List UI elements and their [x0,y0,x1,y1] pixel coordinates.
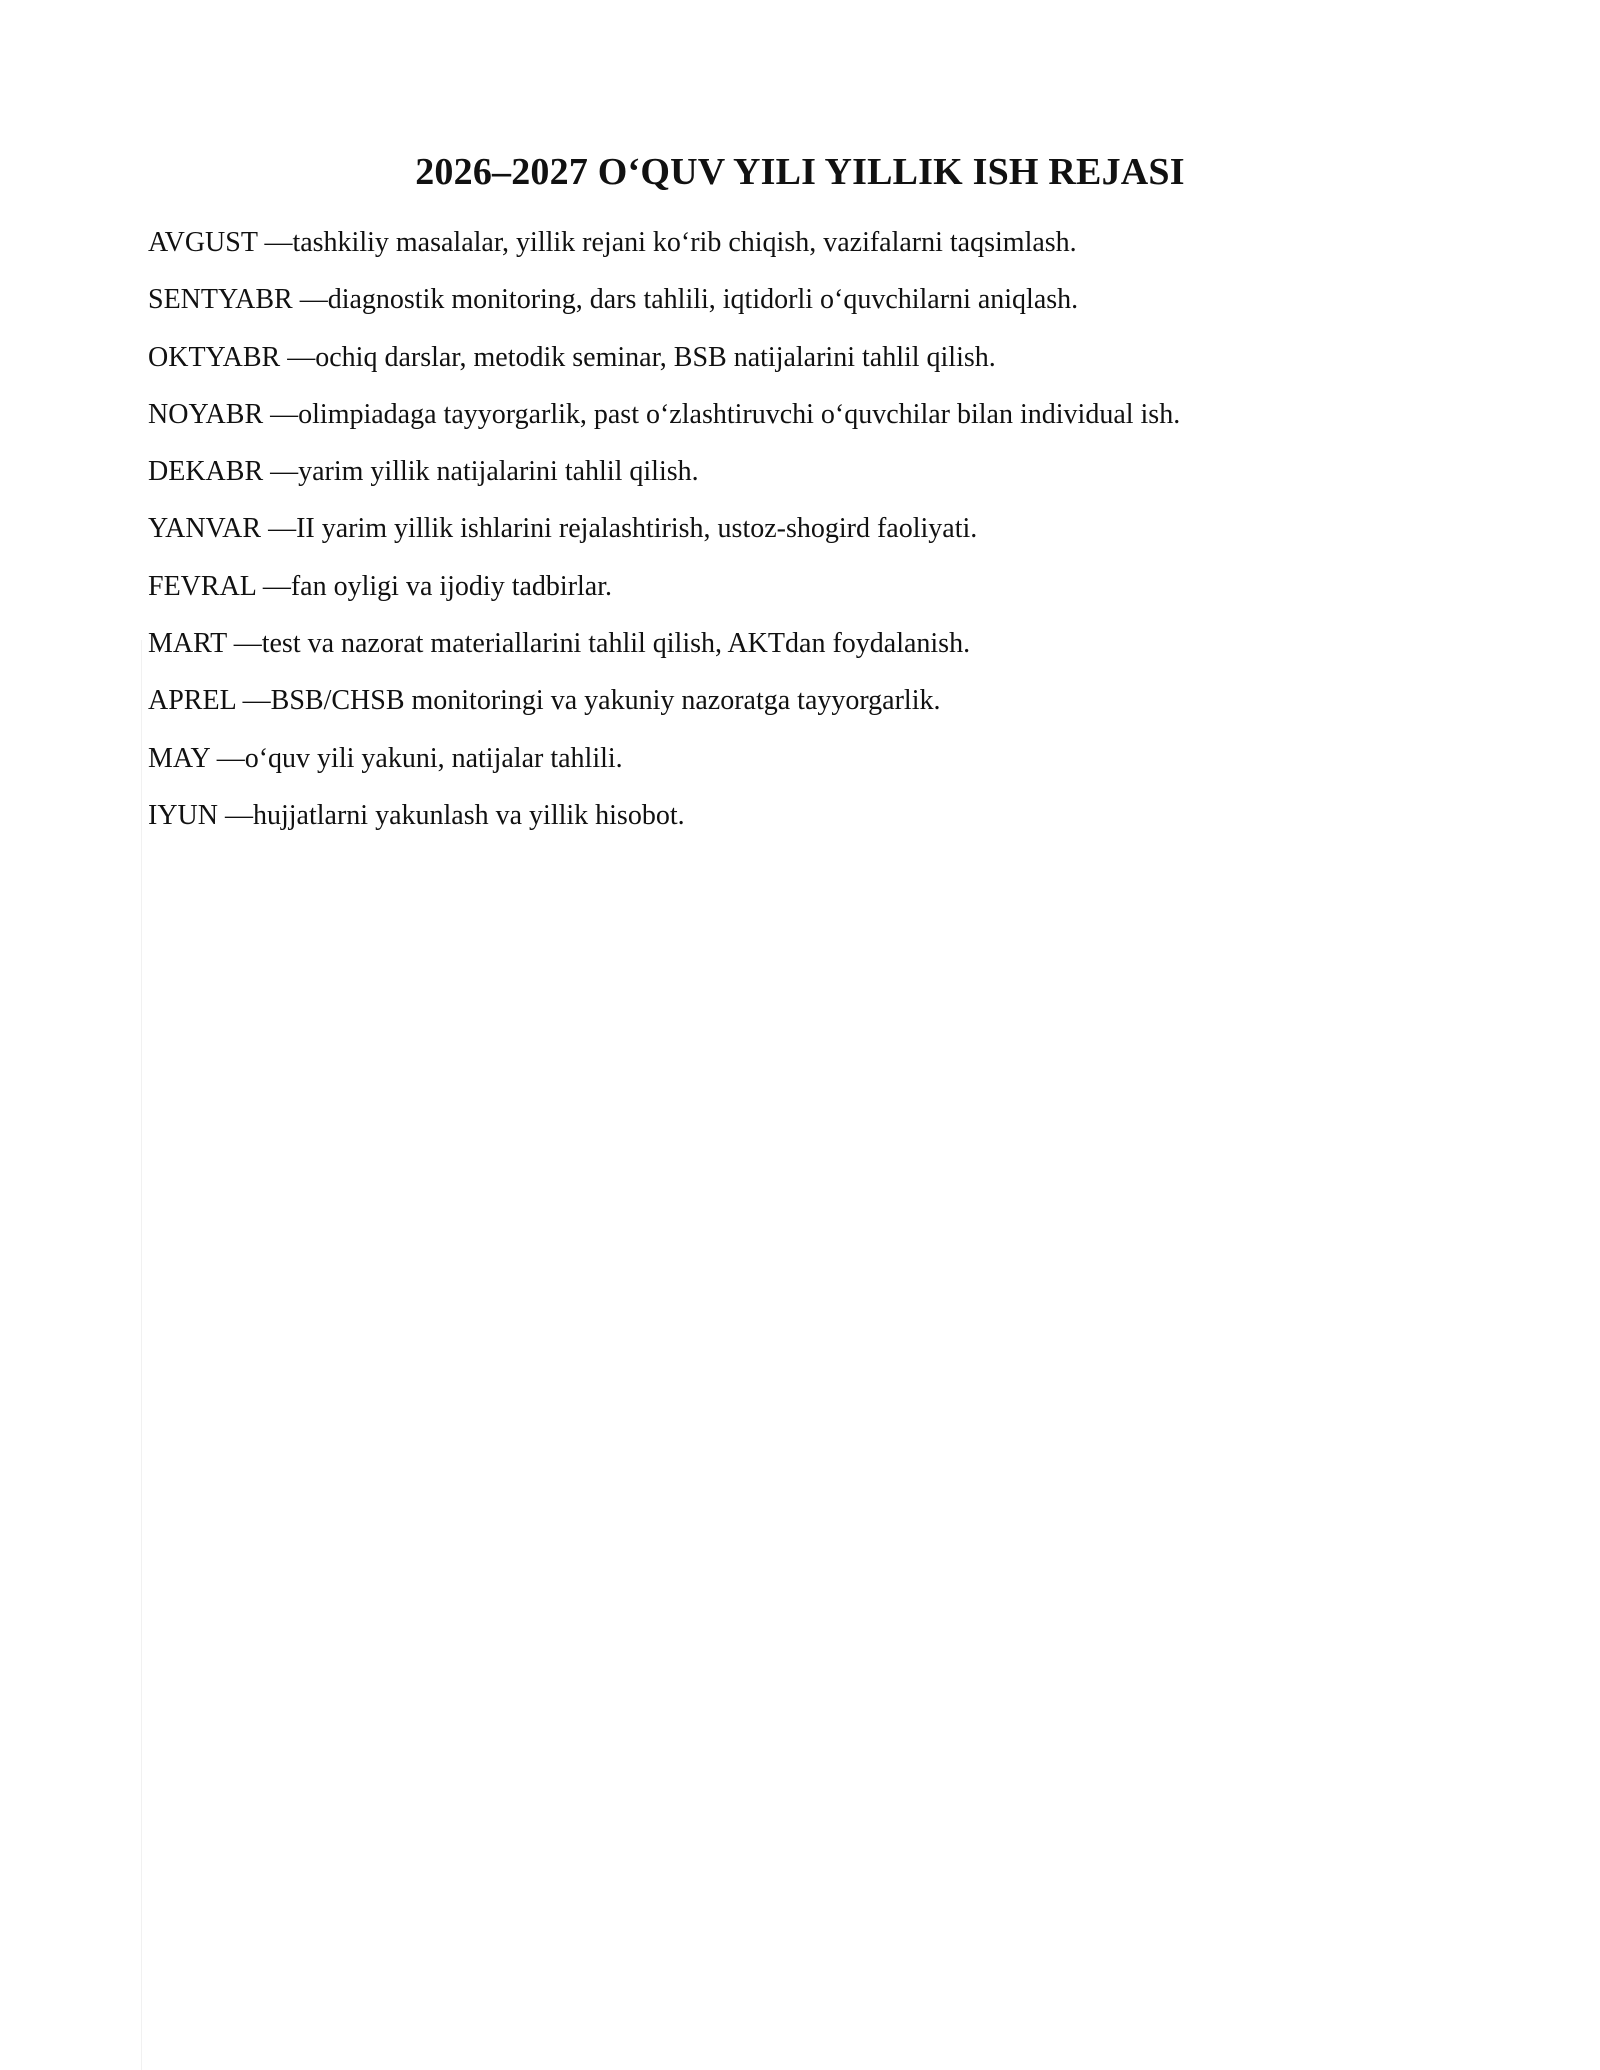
page-margin-line [141,640,142,2070]
month-name: MAY [148,742,210,774]
month-tasks: yarim yillik natijalarini tahlil qilish. [298,456,699,488]
em-dash-separator [263,456,298,487]
month-name: DEKABR [148,456,264,488]
plan-item-iyun [148,799,1528,833]
month-name: IYUN [148,799,218,831]
monthly-plan-list [148,226,1528,856]
month-tasks: BSB/CHSB monitoringi va yakuniy nazoratga tayyorgarlik. [270,685,941,717]
month-tasks: olimpiadaga tayyorgarlik, past o‘zlashtiruvchi o‘quvchilar bilan individual ish. [298,398,1181,430]
month-name: SENTYABR [148,284,293,316]
em-dash-separator [263,399,298,430]
plan-item-dekabr [148,455,1528,489]
month-tasks: hujjatlarni yakunlash va yillik hisobot. [253,799,685,831]
plan-item-mart [148,627,1528,661]
month-tasks: diagnostik monitoring, dars tahlili, iqtidorli o‘quvchilarni aniqlash. [327,284,1079,316]
em-dash-separator [261,513,296,544]
month-name: FEVRAL [148,570,256,602]
plan-item-oktyabr [148,341,1528,375]
em-dash-separator [257,227,292,258]
plan-item-fevral [148,570,1528,604]
month-tasks: tashkiliy masalalar, yillik rejani ko‘rib chiqish, vazifalarni taqsimlash. [292,227,1077,258]
plan-item-avgust [148,226,1528,260]
month-name: YANVAR [148,513,262,545]
plan-item-sentyabr [148,283,1528,317]
document-title: 2026–2027 O‘QUV YILI YILLIK ISH REJASI [415,151,1185,193]
plan-item-noyabr [148,398,1528,432]
month-name: NOYABR [148,398,264,430]
em-dash-separator [218,800,253,831]
month-name: OKTYABR [148,341,281,373]
month-name: APREL [148,685,236,717]
month-tasks: ochiq darslar, metodik seminar, BSB natijalarini tahlil qilish. [315,341,996,373]
month-tasks: o‘quv yili yakuni, natijalar tahlili. [244,742,623,774]
month-tasks: II yarim yillik ishlarini rejalashtirish, ustoz-shogird faoliyati. [296,513,978,545]
em-dash-separator [227,628,262,659]
plan-item-aprel [148,684,1528,718]
em-dash-separator [280,342,315,373]
em-dash-separator [236,685,271,716]
month-name: MART [148,628,227,660]
plan-item-yanvar [148,512,1528,546]
em-dash-separator [210,743,245,774]
month-tasks: test va nazorat materiallarini tahlil qilish, AKTdan foydalanish. [261,628,971,660]
em-dash-separator [256,571,291,602]
plan-item-may [148,742,1528,776]
em-dash-separator [293,284,328,315]
month-tasks: fan oyligi va ijodiy tadbirlar. [290,570,613,602]
month-name: AVGUST [148,227,258,258]
